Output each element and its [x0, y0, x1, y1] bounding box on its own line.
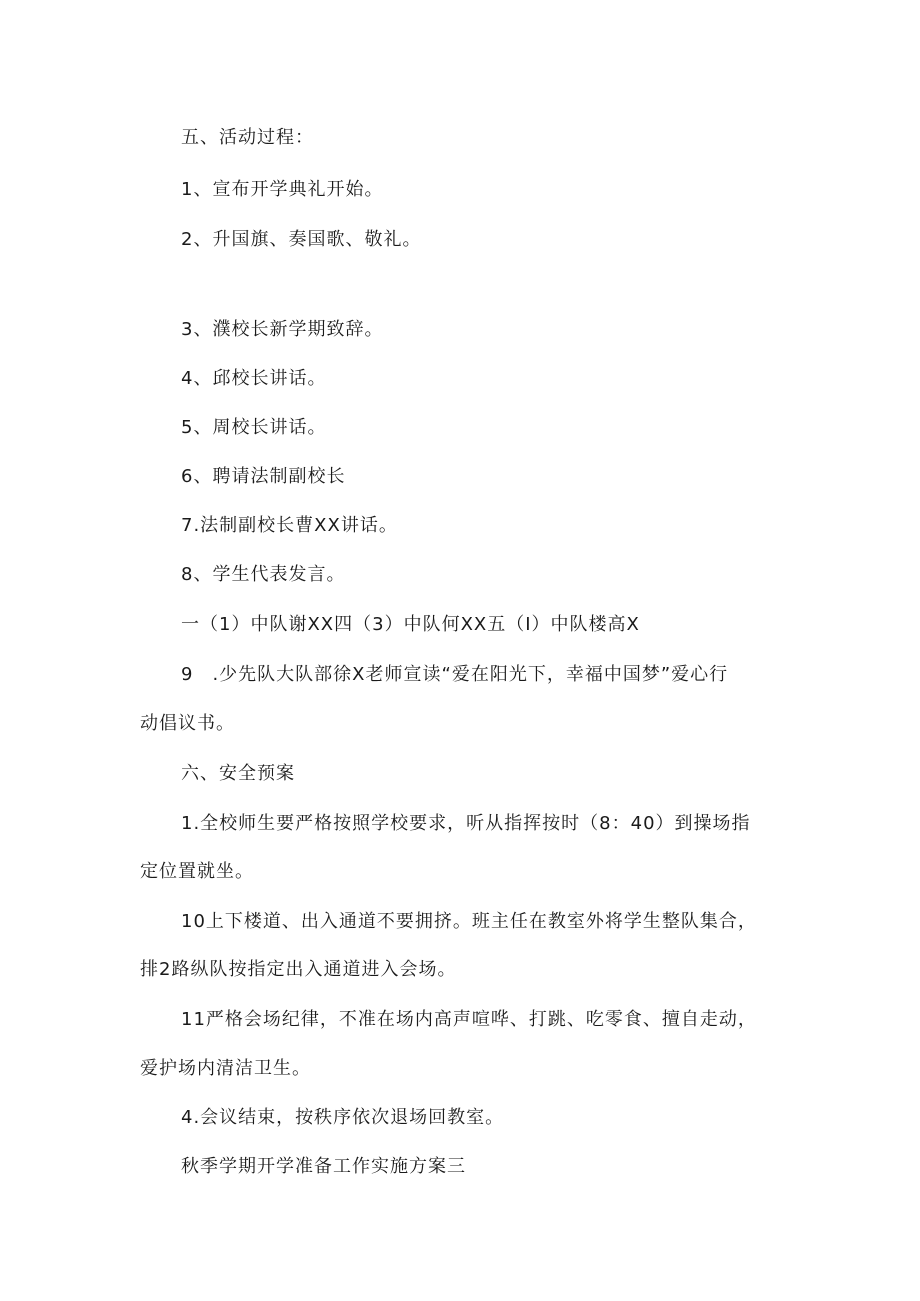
section-six-heading: 六、安全预案 — [181, 763, 295, 784]
safety-p2-line1: 10上下楼道、出入通道不要拥挤。班主任在教室外将学生整队集合， — [181, 911, 757, 932]
safety-p3-line2: 爱护场内清洁卫生。 — [140, 1058, 311, 1079]
safety-p1-line2: 定位置就坐。 — [140, 861, 254, 882]
item-nine-line2: 动倡议书。 — [140, 713, 235, 734]
list-item: 2、升国旗、奏国歌、敬礼。 — [181, 229, 422, 250]
safety-p1-line1: 1.全校师生要严格按照学校要求，听从指挥按时（8：40）到操场指 — [181, 813, 751, 834]
list-item: 1、宣布开学典礼开始。 — [181, 179, 384, 200]
list-item: 7.法制副校长曹XX讲话。 — [181, 515, 398, 536]
safety-p2-line2: 排2路纵队按指定出入通道进入会场。 — [140, 959, 457, 980]
section-five-heading: 五、活动过程： — [181, 127, 314, 148]
list-item: 8、学生代表发言。 — [181, 564, 346, 585]
list-item: 4、邱校长讲话。 — [181, 368, 327, 389]
list-item: 5、周校长讲话。 — [181, 417, 327, 438]
list-item: 6、聘请法制副校长 — [181, 466, 346, 487]
next-section-title: 秋季学期开学准备工作实施方案三 — [181, 1156, 466, 1177]
safety-p4-line1: 4.会议结束，按秩序依次退场回教室。 — [181, 1107, 505, 1128]
list-item: 3、濮校长新学期致辞。 — [181, 319, 384, 340]
safety-p3-line1: 11严格会场纪律，不准在场内高声喧哗、打跳、吃零食、擅自走动， — [181, 1009, 757, 1030]
student-representatives: 一（1）中队谢XX四（3）中队何XX五（I）中队楼高X — [181, 614, 640, 635]
item-nine-line1: 9 .少先队大队部徐X老师宣读“爱在阳光下，幸福中国梦”爱心行 — [181, 664, 729, 685]
